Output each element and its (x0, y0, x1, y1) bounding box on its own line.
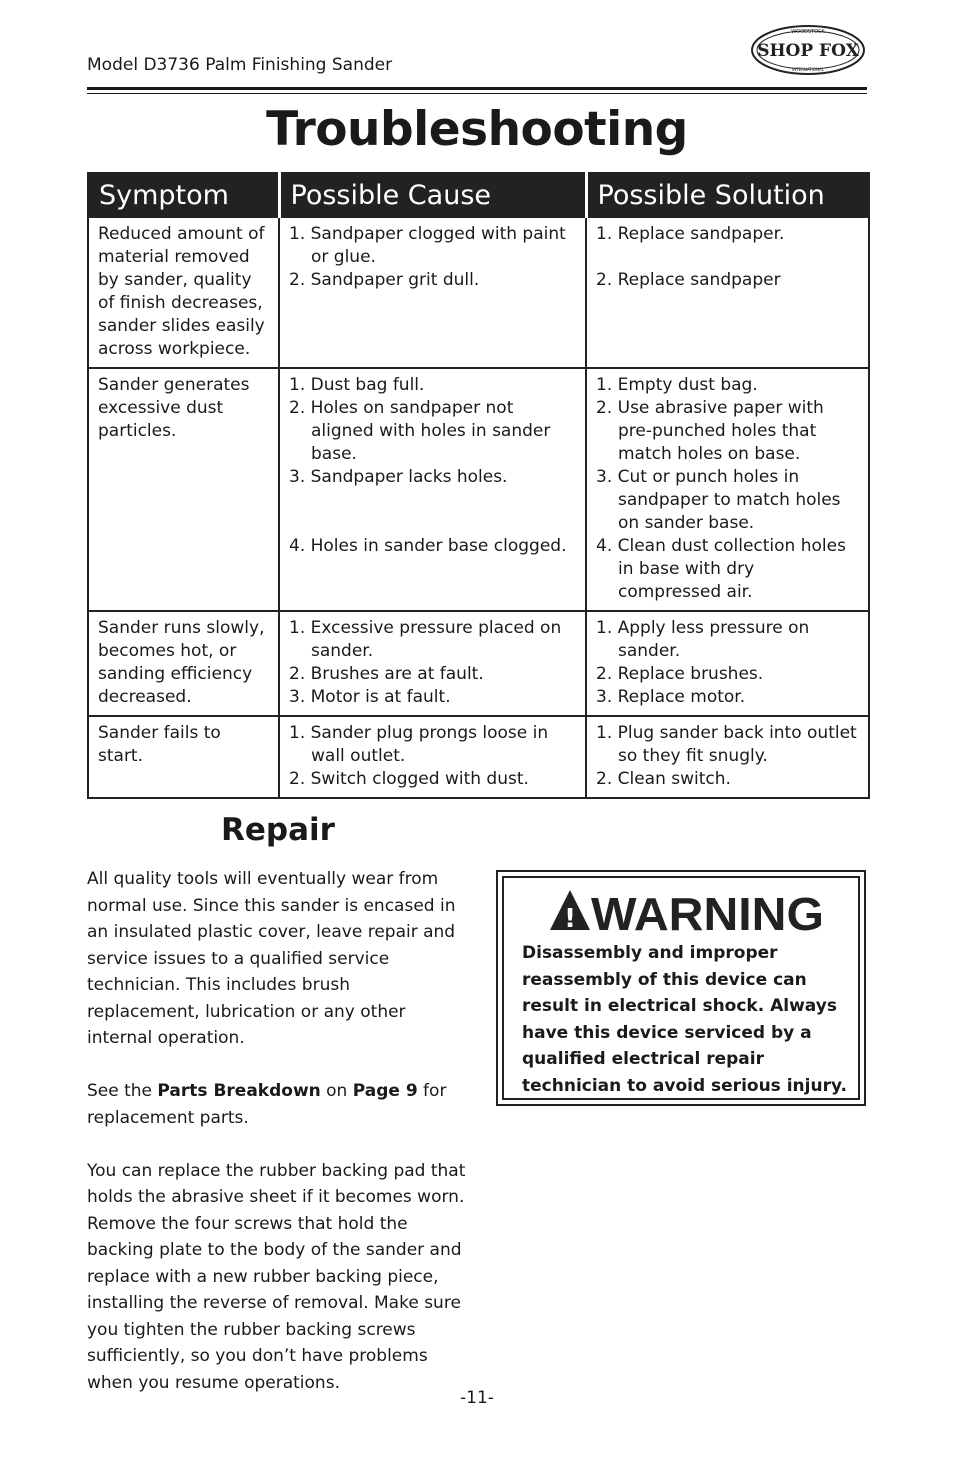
repair-paragraph: All quality tools will eventually wear from normal use. Since this sander is encased in an insulated plastic cover, leave repair and service issues to a qualified service technician. This includes brush replacement, lubrication or any other internal operation. (87, 869, 456, 1048)
cause-item: 4. Holes in sander base clogged. (289, 536, 567, 556)
header-possible-cause: Possible Cause (279, 173, 586, 217)
cause-cell (279, 716, 586, 798)
cause-item: 2. Holes on sandpaper not aligned with holes in sander base. (289, 398, 551, 464)
cause-item: 1. Excessive pressure placed on sander. (289, 618, 562, 661)
solution-item: 1. Empty dust bag. (596, 375, 758, 395)
table-header-row (88, 173, 869, 217)
cause-item: 2. Brushes are at fault. (289, 664, 484, 684)
cause-item: 3. Motor is at fault. (289, 687, 451, 707)
cause-item: 1. Sandpaper clogged with paint or glue. (289, 224, 566, 267)
warning-header (548, 886, 828, 936)
repair-heading: Repair (221, 812, 335, 848)
cause-cell (279, 217, 586, 368)
svg-text:SHOP FOX: SHOP FOX (757, 41, 859, 61)
svg-text:WOODSTOCK: WOODSTOCK (791, 29, 825, 35)
svg-text:INTERNATIONAL: INTERNATIONAL (791, 67, 825, 72)
cause-item: 2. Sandpaper grit dull. (289, 270, 480, 290)
solution-cell (586, 611, 869, 716)
header-rule-thin (87, 93, 867, 94)
symptom-cell: Reduced amount of material removed by sander, quality of finish decreases, sander slides easily across workpiece. (88, 217, 279, 368)
svg-text:!: ! (564, 904, 576, 934)
header-possible-solution: Possible Solution (586, 173, 869, 217)
table-row (88, 217, 869, 368)
solution-cell (586, 368, 869, 611)
page-number: -11- (460, 1388, 494, 1408)
table-row (88, 368, 869, 611)
cause-item: 3. Sandpaper lacks holes. (289, 467, 508, 487)
solution-item: 3. Cut or punch holes in sandpaper to match holes on sander base. (596, 467, 841, 533)
parts-breakdown-ref: Parts Breakdown (157, 1081, 321, 1101)
warning-box (496, 870, 866, 1106)
solution-item: 2. Replace sandpaper (596, 270, 781, 290)
troubleshooting-table (87, 172, 870, 799)
table-row (88, 716, 869, 798)
warning-label: WARNING (591, 888, 824, 936)
solution-item: 4. Clean dust collection holes in base with dry compressed air. (596, 536, 846, 602)
solution-item: 1. Plug sander back into outlet so they fit snugly. (596, 723, 857, 766)
cause-item: 1. Sander plug prongs loose in wall outlet. (289, 723, 549, 766)
repair-paragraph: See the Parts Breakdown on Page 9 for replacement parts. (87, 1081, 447, 1128)
table-row (88, 611, 869, 716)
cause-cell (279, 368, 586, 611)
solution-item: 2. Replace brushes. (596, 664, 764, 684)
model-header-text: Model D3736 Palm Finishing Sander (87, 55, 393, 75)
symptom-cell: Sander fails to start. (88, 716, 279, 798)
solution-item: 2. Use abrasive paper with pre-punched holes that match holes on base. (596, 398, 824, 464)
cause-item: 1. Dust bag full. (289, 375, 425, 395)
symptom-cell: Sander runs slowly, becomes hot, or sanding efficiency decreased. (88, 611, 279, 716)
repair-paragraph: You can replace the rubber backing pad that holds the abrasive sheet if it becomes worn. Remove the four screws that hold the backing plate to the body of the sander and replace with a new rubber backing piece, installing the reverse of removal. Make sure you tighten the rubber backing screws sufficiently, so you don’t have problems when you resume operations. (87, 1160, 466, 1393)
cause-cell (279, 611, 586, 716)
page-ref: Page 9 (352, 1081, 418, 1101)
solution-item: 1. Apply less pressure on sander. (596, 618, 810, 661)
header-symptom: Symptom (88, 173, 279, 217)
symptom-cell: Sander generates excessive dust particles. (88, 368, 279, 611)
cause-item: 2. Switch clogged with dust. (289, 769, 529, 789)
solution-cell (586, 217, 869, 368)
shop-fox-logo (750, 24, 866, 76)
repair-body (87, 866, 467, 1423)
solution-item: 1. Replace sandpaper. (596, 224, 785, 244)
warning-text: Disassembly and improper reassembly of this device can result in electrical shock. Always have this device serviced by a qualified electrical repair technician to avoid serious injury. (522, 943, 847, 1096)
page-title: Troubleshooting (266, 102, 688, 157)
header-rule-thick (87, 87, 867, 90)
solution-cell (586, 716, 869, 798)
solution-item: 2. Clean switch. (596, 769, 731, 789)
solution-item: 3. Replace motor. (596, 687, 746, 707)
